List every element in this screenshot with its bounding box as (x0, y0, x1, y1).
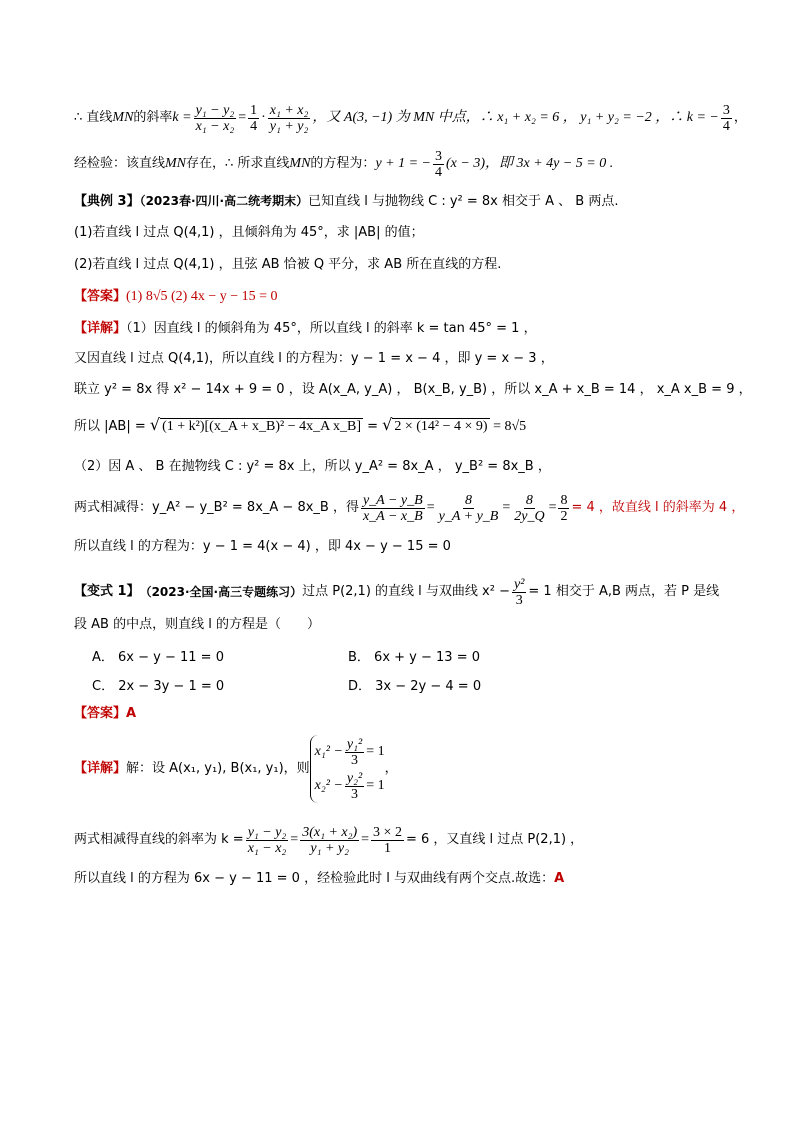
text: = 4 ，故直线 l 的斜率为 4 ， (571, 500, 745, 515)
text: (2)若直线 l 过点 Q(4,1) ，且弦 AB 恰被 Q 平分，求 AB 所在直线的方程. (74, 257, 502, 272)
fraction (248, 103, 259, 134)
fraction (361, 493, 425, 524)
question-stem: 已知直线 l 与抛物线 C : y² = 8x 相交于 A 、 B 两点. (308, 194, 619, 209)
text: （2）因 A 、 B 在抛物线 C : y² = 8x 上，所以 y_A² = 8x_A ， y_B² = 8x_B ， (74, 459, 551, 474)
text: (1)若直线 l 过点 Q(4,1) ，且倾斜角为 45°，求 |AB| 的值； (74, 225, 424, 240)
text: 所以直线 l 的方程为 6x − y − 11 = 0 ，经检验此时 l 与双曲线有两个交点.故选： (74, 871, 555, 886)
verification-line (74, 146, 613, 182)
text: ∴ 直线 (74, 110, 113, 125)
text: （1）因直线 l 的倾斜角为 45°，所以直线 l 的斜率 k = tan 45° = 1 ， (126, 321, 537, 336)
text: k = (172, 110, 192, 125)
denominator: 2y_Q (514, 508, 545, 524)
fraction (721, 103, 732, 134)
detail-line-1 (74, 320, 537, 338)
equation-system (310, 735, 385, 803)
text: 两式相减得直线的斜率为 k = (74, 832, 244, 847)
variant-detail-line-3 (74, 870, 564, 888)
text: 所以 |AB| = (74, 419, 150, 434)
variant-detail-line-1 (74, 732, 398, 806)
numerator: y_A − y_B (362, 492, 423, 508)
numerator: 3 (435, 148, 442, 164)
fraction (345, 771, 364, 802)
answer-text: (1) 8√5 (2) 4x − y − 15 = 0 (126, 289, 278, 304)
fraction (433, 149, 444, 180)
variant-1-stem-2 (74, 616, 320, 634)
numerator: x₁ + x₂ (269, 102, 309, 118)
radicand: 2 × (14² − 4 × 9) (394, 419, 488, 434)
source-note: （2023春·四川·高二统考期末） (139, 194, 309, 208)
denominator: 4 (250, 118, 258, 134)
question-2 (74, 256, 501, 274)
denominator: x₁ − x₂ (247, 840, 287, 856)
text: = 8√5 (489, 419, 527, 434)
text: = 1 (366, 778, 385, 793)
numerator: 8 (464, 492, 472, 508)
answer-tag: 【答案】 (74, 706, 127, 721)
text: = (362, 419, 383, 434)
radicand: (1 + k²)[(x_A + x_B)² − 4x_A x_B] (162, 419, 361, 434)
denominator: 4 (435, 164, 442, 180)
text: ， (733, 110, 747, 125)
fraction (437, 493, 501, 524)
detail-line-3 (74, 381, 752, 399)
fraction (246, 825, 289, 856)
text: 又因直线 l 过点 Q(4,1)，所以直线 l 的方程为：y − 1 = x − 4 ，即 y = x − 3 ， (74, 351, 554, 366)
text: C． 2x − 3y − 1 = 0 (92, 679, 225, 694)
answer-line (74, 288, 278, 306)
numerator: y₁² (346, 736, 363, 752)
text: (x − 3)，即 3x + 4y − 5 = 0 . (446, 156, 614, 171)
numerator: 3 (722, 102, 730, 118)
text: 过点 P(2,1) 的直线 l 与双曲线 x² − (302, 584, 510, 599)
fraction (512, 493, 546, 524)
option-d (348, 675, 481, 694)
numerator: 3(x₁ + x₂) (302, 824, 358, 840)
text: MN (165, 156, 187, 171)
text: x₂² − (314, 778, 343, 793)
denominator: 4 (722, 118, 730, 134)
text: 联立 y² = 8x 得 x² − 14x + 9 = 0 ，设 A(x_A, y_A) ， B(x_B, y_B) ，所以 x_A + x_B = 14 ， x_A x_B = 9 ， (74, 382, 752, 397)
detail-tag: 【详解】 (74, 761, 127, 776)
fraction (300, 825, 359, 856)
source-note: （2023·全国·高三专题练习） (139, 585, 303, 599)
system-equation-2 (315, 769, 385, 803)
fraction (345, 737, 364, 768)
text: 解：设 A(x₁, y₁), B(x₁, y₁)，则 (126, 761, 310, 776)
text: 两式相减得：y_A² − y_B² = 8x_A − 8x_B ，得 (74, 500, 359, 515)
option-a (92, 646, 224, 665)
numerator: 8 (525, 492, 533, 508)
option-b (348, 646, 480, 665)
text: 经检验：该直线 (74, 156, 166, 171)
text: = (238, 110, 247, 125)
slope-derivation-line: ∴ 直线 MN 的斜率 k = $\frac{\text{y₁ − y₂}}{\text{x₁ − x₂}}$ = $\frac{1}{4}$ · $\frac{\text{x₁ + x₂}}{\text{y₁ + y₂}}$ ，又 A(3, −1) 为 MN 中点，∴ x₁ + x₂ = 6 ， y₁ + y₂ = −2 ，∴ k = − $\frac{3}{4}$ ， (74, 102, 747, 134)
variant-tag: 【变式 1】 (74, 584, 140, 599)
variant-answer-line (74, 705, 136, 723)
numerator: y² (513, 576, 525, 592)
detail-line-7 (74, 538, 451, 556)
fraction (194, 103, 237, 134)
fraction (268, 103, 311, 134)
numerator: 8 (560, 492, 568, 508)
answer-text: A (126, 706, 137, 721)
denominator: 2 (560, 508, 568, 524)
denominator: 1 (384, 840, 391, 856)
question-1 (74, 224, 424, 242)
denominator: x_A − x_B (362, 508, 423, 524)
detail-line-4: 所以 |AB| = √ (1 + k²)[(x_A + x_B)² − 4x_A x_B] = √ 2 × (14² − 4 × 9) = 8√5 (74, 415, 527, 434)
text: A． 6x − y − 11 = 0 (92, 650, 224, 665)
denominator: x₁ − x₂ (195, 118, 235, 134)
numerator: y₁ − y₂ (247, 824, 287, 840)
answer-tag: 【答案】 (74, 289, 127, 304)
variant-detail-line-2: 两式相减得直线的斜率为 k = $\frac{\text{y₁ − y₂}}{\text{x₁ − x₂}}$ = $\frac{\text{3(x₁ + x₂)}}{\text{y₁ + y₂}}$ = $\frac{3 \times 2}{1}$ = 6 ，又直线 l 过点 P(2,1) ， (74, 824, 584, 856)
text: B． 6x + y − 13 = 0 (348, 650, 480, 665)
text: = 6 ，又直线 l 过点 P(2,1) ， (405, 832, 584, 847)
denominator: 3 (351, 786, 359, 802)
text: 的斜率 (133, 110, 173, 125)
system-equation-1 (315, 735, 385, 769)
numerator: y₁ − y₂ (195, 102, 235, 118)
option-c (92, 675, 224, 694)
text: x₁² − (314, 744, 343, 759)
numerator: y₂² (346, 770, 363, 786)
denominator: 3 (351, 752, 359, 768)
text: y + 1 = − (375, 156, 431, 171)
denominator: y₁ + y₂ (310, 840, 349, 856)
detail-line-6: 两式相减得：y_A² − y_B² = 8x_A − 8x_B ，得 $\frac{y\_A - y\_B}{x\_A - x\_B}$ = $\frac{8}{y\_A + y\_B}$ = $\frac{8}{2y\_Q}$ = $\frac{8}{2}$ = 4 ，故直线 l 的斜率为 4 ， (74, 492, 745, 524)
text: ，又 A(3, −1) 为 MN 中点，∴ x₁ + x₂ = 6 ， y₁ + y₂ = −2 ，∴ k = − (312, 110, 719, 125)
text: = 1 (366, 744, 385, 759)
text: ， (384, 761, 398, 776)
text: MN (289, 156, 311, 171)
final-choice: A (554, 871, 565, 886)
detail-line-5 (74, 458, 551, 476)
variant-1-heading (74, 574, 719, 610)
fraction (558, 493, 569, 524)
text: 段 AB 的中点，则直线 l 的方程是（ ） (74, 617, 320, 632)
text: = 1 相交于 A,B 两点，若 P 是线 (528, 584, 720, 599)
example-tag: 【典例 3】 (74, 194, 140, 209)
numerator: 3 × 2 (373, 824, 402, 840)
text: D． 3x − 2y − 4 = 0 (348, 679, 482, 694)
example-3-heading (74, 192, 618, 211)
detail-line-2 (74, 350, 554, 368)
numerator: 1 (250, 102, 258, 118)
fraction (512, 577, 526, 608)
detail-tag: 【详解】 (74, 321, 127, 336)
denominator: y_A + y_B (438, 508, 499, 524)
text: 的方程为： (310, 156, 376, 171)
denominator: y₁ + y₂ (269, 118, 309, 134)
fraction (371, 825, 404, 856)
denominator: 3 (515, 592, 523, 608)
text: 存在，∴ 所求直线 (186, 156, 290, 171)
text: MN (112, 110, 134, 125)
text: 所以直线 l 的方程为：y − 1 = 4(x − 4) ，即 4x − y − 15 = 0 (74, 539, 451, 554)
